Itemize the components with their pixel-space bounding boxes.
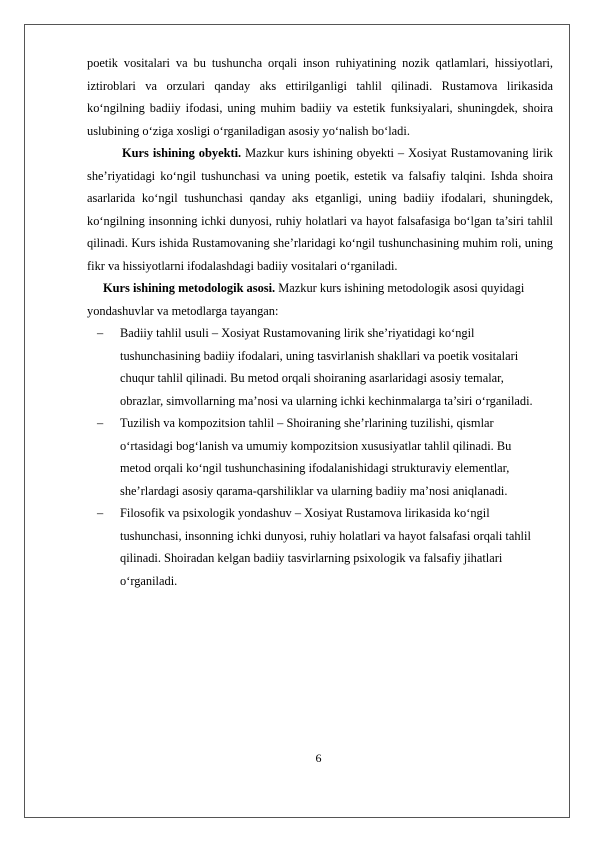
paragraph-object bbox=[87, 142, 553, 277]
paragraph-intro: poetik vositalari va bu tushuncha orqali inson ruhiyatining nozik qatlamlari, hissiyotlari, iztiroblari va orzulari qanday aks ettirilganligi tahlil qilinadi. Rustamova lirikasida ko‘ngilning badiiy ifodasi, uning muhim badiiy va estetik funksiyalari, shuningdek, shoira uslubining o‘ziga xosligi o‘rganiladigan asosiy yo‘nalish bo‘ladi. bbox=[87, 56, 553, 138]
list-item-text: Badiiy tahlil usuli – Xosiyat Rustamovaning lirik she’riyatidagi ko‘ngil tushunchasining badiiy ifodalari, uning tasvirlanish shakllari va poetik vositalari chuqur tahlil qilinadi. Bu metod orqali shoiraning asarlaridagi asosiy temalar, obrazlar, simvollarning ma’nosi va ularning ichki kechinmalarga ta’siri o‘rganiladi. bbox=[120, 326, 533, 408]
document-body bbox=[87, 52, 553, 592]
list-item bbox=[87, 502, 553, 592]
list-item-text: Filosofik va psixologik yondashuv – Xosiyat Rustamova lirikasida ko‘ngil tushunchasi, insonning ichki dunyosi, ruhiy holatlari va hayot falsafasi orqali tahlil qilinadi. Shoiradan kelgan badiiy tasvirlarning psixologik va falsafiy jihatlari o‘rganiladi. bbox=[120, 506, 531, 588]
methodology-text: Mazkur kurs ishining metodologik asosi quyidagi yondashuvlar va metodlarga tayangan: bbox=[87, 281, 525, 318]
list-item bbox=[87, 412, 553, 502]
list-item bbox=[87, 322, 553, 412]
method-list bbox=[87, 322, 553, 592]
object-heading: Kurs ishining obyekti. bbox=[122, 146, 242, 160]
dash-marker: – bbox=[97, 416, 104, 430]
dash-marker: – bbox=[97, 506, 104, 520]
dash-marker: – bbox=[97, 326, 104, 340]
list-item-text: Tuzilish va kompozitsion tahlil – Shoiraning she’rlarining tuzilishi, qismlar o‘rtasidagi bog‘lanish va umumiy kompozitsion xususiyatlar tahlil qilinadi. Bu metod orqali ko‘ngil tushunchasining ifodalanishidagi strukturaviy elementlar, she’rlardagi asosiy qarama-qarshiliklar va ularning badiiy ma’nosi aniqlanadi. bbox=[120, 416, 512, 498]
page-number: 6 bbox=[315, 751, 322, 765]
object-text: Mazkur kurs ishining obyekti – Xosiyat Rustamovaning lirik she’riyatidagi ko‘ngil tushunchasi va uning poetik, estetik va falsafiy talqini. Ishda shoira asarlarida ko‘ngil tushunchasi qanday aks etganligi, uning badiiy ifodalari, shuningdek, ko‘ngilning insonning ichki dunyosi, ruhiy holatlari va hayot falsafasiga bo‘lgan ta’siri tahlil qilinadi. Kurs ishida Rustamovaning she’rlaridagi ko‘ngil tushunchasining muhim roli, uning fikr va hissiyotlarni ifodalashdagi badiiy vositalari o‘rganiladi. bbox=[87, 146, 553, 273]
paragraph-methodology bbox=[87, 277, 553, 322]
methodology-heading: Kurs ishining metodologik asosi. bbox=[103, 281, 276, 295]
